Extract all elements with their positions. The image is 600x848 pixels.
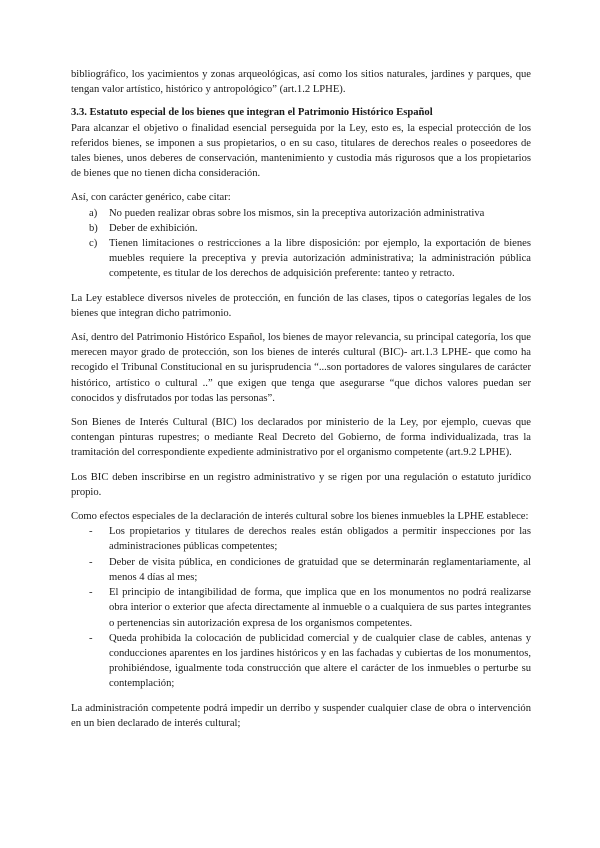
- list-item-text: El principio de intangibilidad de forma, que implica que en los monumentos no podrá realizarse obra interior o exterior que afecta directamente al inmueble o a cualquiera de sus partes integrantes o pertenencias sin autorización expresa de los organismos competentes.: [109, 587, 531, 629]
- list-marker: -: [89, 526, 93, 538]
- list-item: [89, 585, 531, 631]
- intro-paragraph: bibliográfico, los yacimientos y zonas arqueológicas, así como los sitios naturales, jardines y parques, que tengan valor artístico, histórico y antropológico” (art.1.2 LPHE).: [71, 69, 531, 96]
- list-marker: -: [89, 587, 93, 599]
- paragraph-effects: Como efectos especiales de la declaración de interés cultural sobre los bienes inmuebles la LPHE establece:: [71, 511, 529, 523]
- list-item: [89, 206, 531, 221]
- paragraph-bic: Así, dentro del Patrimonio Histórico Español, los bienes de mayor relevancia, su principal categoría, los que merecen mayor grado de protección, son los bienes de interés cultural (BIC)- art.1.3 LPHE- que como ha recogido el Tribunal Constitucional en su jurisprudencia “...son portadores de valores singulares de carácter histórico, artístico o cultural ..” que exigen que tenga que asegurarse “que dichos valores puedan ser conocidos y disfrutados por todas las personas”.: [71, 332, 531, 404]
- list-marker: -: [89, 632, 93, 644]
- list-marker: b): [89, 222, 98, 234]
- effects-list: [71, 524, 531, 691]
- list-item-text: Tienen limitaciones o restricciones a la libre disposición: por ejemplo, la exportación de bienes muebles requiere la preceptiva y previa autorización administrativa; la administración pública competente, es titular de los derechos de adquisición preferente: tanteo y retracto.: [109, 238, 531, 280]
- duties-list: [71, 206, 531, 282]
- section-heading: 3.3. Estatuto especial de los bienes que integran el Patrimonio Histórico Español: [71, 107, 433, 119]
- list-item: [89, 221, 531, 236]
- list-item-text: No pueden realizar obras sobre los mismos, sin la preceptiva autorización administrativa: [109, 207, 485, 219]
- paragraph-objective: Para alcanzar el objetivo o finalidad esencial perseguida por la Ley, esto es, la especial protección de los referidos bienes, se imponen a sus propietarios, o en su caso, titulares de derechos reales o poseedores de tales bienes, unos deberes de conservación, mantenimiento y custodia más rigurosos que a los propietarios de bienes que no tienen dicha consideración.: [71, 122, 531, 180]
- paragraph-bic-definition: Son Bienes de Interés Cultural (BIC) los declarados por ministerio de la Ley, por ejemplo, cuevas que contengan pinturas rupestres; o mediante Real Decreto del Gobierno, de forma individualizada, tras la tramitación del correspondiente expediente administrativo por el organismo competente (art.9.2 LPHE).: [71, 417, 531, 459]
- list-item-text: Los propietarios y titulares de derechos reales están obligados a permitir inspecciones por las administraciones públicas competentes;: [109, 526, 531, 553]
- paragraph-levels: La Ley establece diversos niveles de protección, en función de las clases, tipos o categorías legales de los bienes que integran dicho patrimonio.: [71, 292, 531, 319]
- list-marker: c): [89, 238, 98, 250]
- paragraph-generic: Así, con carácter genérico, cabe citar:: [71, 192, 231, 204]
- list-item: [89, 236, 531, 282]
- list-item: [89, 524, 531, 554]
- list-item-text: Queda prohibida la colocación de publicidad comercial y de cualquier clase de cables, antenas y conducciones aparentes en los jardines históricos y en las fachadas y cubiertas de los monumentos, prohibiéndose, igualmente toda construcción que altere el carácter de los inmuebles o perturbe su contemplación;: [109, 632, 531, 690]
- list-item-text: Deber de visita pública, en condiciones de gratuidad que se determinarán reglamentariamente, al menos 4 días al mes;: [109, 556, 531, 583]
- paragraph-registry: Los BIC deben inscribirse en un registro administrativo y se rigen por una regulación o estatuto jurídico propio.: [71, 471, 531, 498]
- list-marker: -: [89, 556, 93, 568]
- list-marker: a): [89, 207, 98, 219]
- paragraph-demolition: La administración competente podrá impedir un derribo y suspender cualquier clase de obra o intervención en un bien declarado de interés cultural;: [71, 702, 531, 729]
- list-item: [89, 631, 531, 692]
- list-item: [89, 555, 531, 585]
- list-item-text: Deber de exhibición.: [109, 222, 198, 234]
